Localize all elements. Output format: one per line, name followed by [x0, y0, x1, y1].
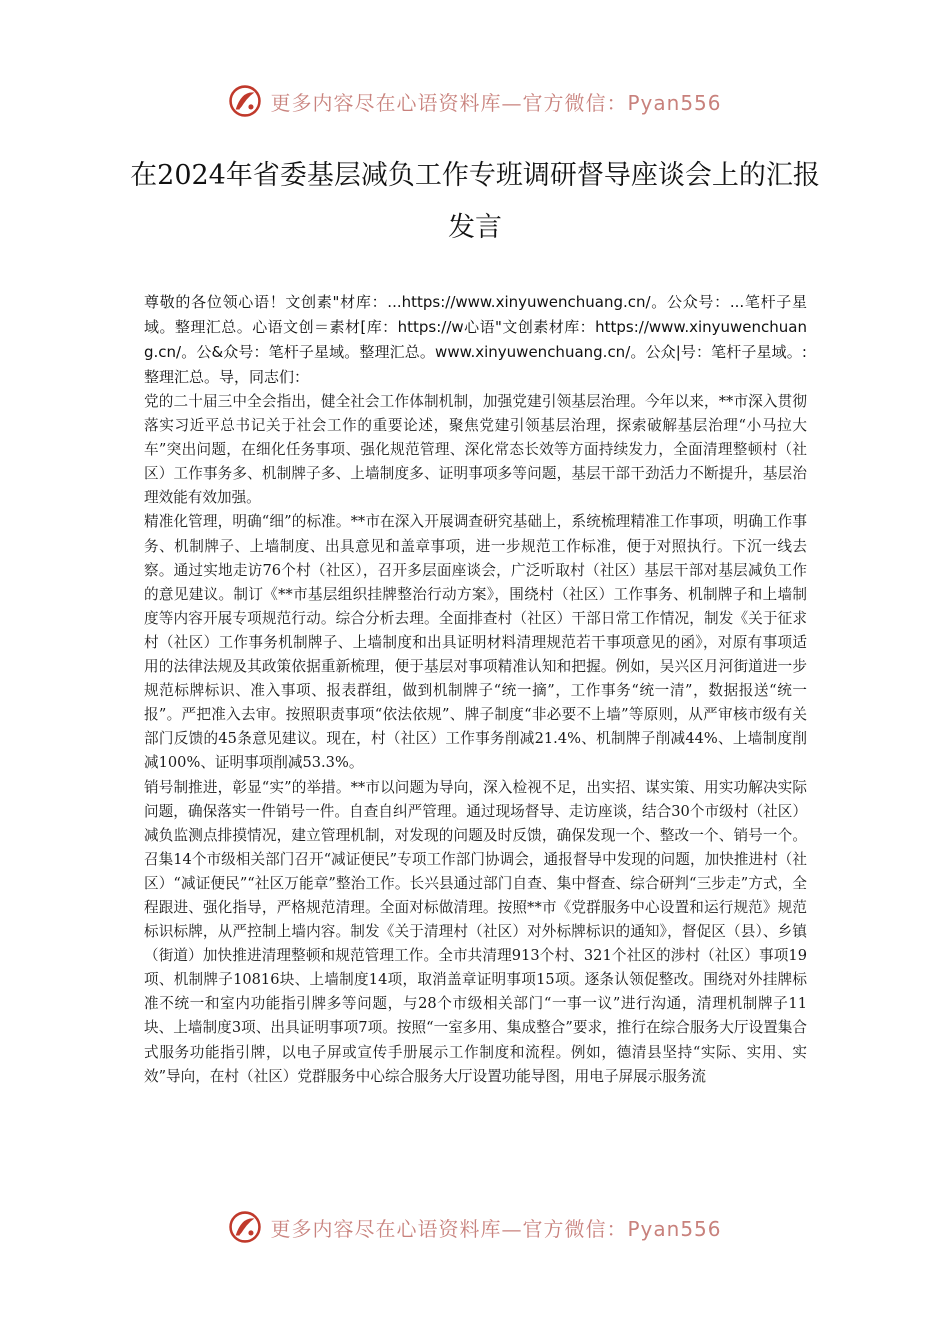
- banner-text: 更多内容尽在心语资料库—官方微信：Pyan556: [270, 1216, 722, 1241]
- logo-icon: [228, 1210, 262, 1244]
- banner-text: 更多内容尽在心语资料库—官方微信：Pyan556: [270, 90, 722, 115]
- body-paragraph-2: 精准化管理，明确“细”的标准。**市在深入开展调查研究基础上，系统梳理精准工作事项，明确工作事务、机制牌子、上墙制度、出具意见和盖章事项，进一步规范工作标准，便于对照执行。下沉一线去察。通过实地走访76个村（社区），召开多层面座谈会，广泛听取村（社区）基层干部对基层减负工作的意见建议。制订《**市基层组织挂牌整治行动方案》，围绕村（社区）工作事务、机制牌子和上墙制度等内容开展专项规范行动。综合分析去理。全面排查村（社区）干部日常工作情况，制发《关于征求村（社区）工作事务机制牌子、上墙制度和出具证明材料清理规范若干事项意见的函》，对原有事项适用的法律法规及其政策依据重新梳理，便于基层对事项精准认知和把握。例如，吴兴区月河街道进一步规范标牌标识、准入事项、报表群组，做到机制牌子“统一摘”，工作事务“统一清”，数据报送“统一报”。严把准入去审。按照职责事项“依法依规”、牌子制度“非必要不上墙”等原则，从严审核市级有关部门反馈的45条意见建议。现在，村（社区）工作事务削减21.4%、机制牌子削减44%、上墙制度削减100%、证明事项削减53.3%。: [144, 513, 807, 772]
- document-body: [144, 290, 807, 1089]
- logo-icon: [228, 84, 262, 118]
- footer-banner: [0, 1210, 950, 1244]
- wechat-id: Pyan556: [627, 1216, 722, 1241]
- body-paragraph-1: 党的二十届三中全会指出，健全社会工作体制机制，加强党建引领基层治理。今年以来，**市深入贯彻落实习近平总书记关于社会工作的重要论述，聚焦党建引领基层治理，探索破解基层治理“小马拉大车”突出问题，在细化任务事项、强化规范管理、深化常态长效等方面持续发力，全面清理整顿村（社区）工作事务多、机制牌子多、上墙制度多、证明事项多等问题，基层干部干劲活力不断提升，基层治理效能有效加强。: [144, 393, 807, 507]
- wechat-id: Pyan556: [627, 90, 722, 115]
- intro-paragraph: 尊敬的各位领心语！文创素"材库：...https://www.xinyuwenchuang.cn/。公众号：...笔杆子星域。整理汇总。心语文创＝素材[库：https://w心语"文创素材库：https://www.xinyuwenchuang.cn/。公&众号：笔杆子星域。整理汇总。www.xinyuwenchuang.cn/。公众|号：笔杆子星域。:整理汇总。导，同志们：: [144, 293, 807, 386]
- body-paragraph-3: 销号制推进，彰显“实”的举措。**市以问题为导向，深入检视不足，出实招、谋实策、用实功解决实际问题，确保落实一件销号一件。自查自纠严管理。通过现场督导、走访座谈，结合30个市级村（社区）减负监测点排摸情况，建立管理机制，对发现的问题及时反馈，确保发现一个、整改一个、销号一个。召集14个市级相关部门召开“减证便民”专项工作部门协调会，通报督导中发现的问题，加快推进村（社区）“减证便民”“社区万能章”整治工作。长兴县通过部门自查、集中督查、综合研判“三步走”方式，全程跟进、强化指导，严格规范清理。全面对标做清理。按照**市《党群服务中心设置和运行规范》规范标识标牌，从严控制上墙内容。制发《关于清理村（社区）对外标牌标识的通知》，督促区（县）、乡镇（街道）加快推进清理整顿和规范管理工作。全市共清理913个村、321个社区的涉村（社区）事项19项、机制牌子10816块、上墙制度14项，取消盖章证明事项15项。逐条认领促整改。围绕对外挂牌标准不统一和室内功能指引牌多等问题，与28个市级相关部门“一事一议”进行沟通，清理机制牌子11块、上墙制度3项、出具证明事项7项。按照“一室多用、集成整合”要求，推行在综合服务大厅设置集合式服务功能指引牌，以电子屏或宣传手册展示工作制度和流程。例如，德清县坚持“实际、实用、实效”导向，在村（社区）党群服务中心综合服务大厅设置功能导图，用电子屏展示服务流: [144, 778, 807, 1085]
- header-banner: [0, 84, 950, 118]
- document-title: 在2024年省委基层减负工作专班调研督导座谈会上的汇报发言: [130, 160, 820, 243]
